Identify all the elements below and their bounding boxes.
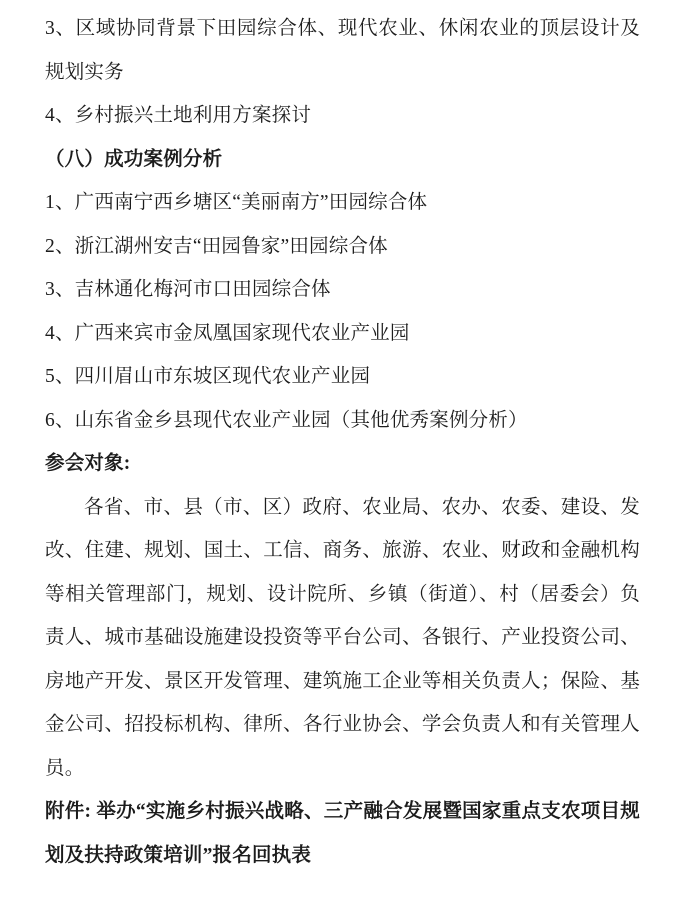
section-heading-case-analysis: （八）成功案例分析 (45, 148, 223, 170)
case-item-5: 5、四川眉山市东坡区现代农业产业园 (45, 366, 371, 387)
case-item-6: 6、山东省金乡县现代农业产业园（其他优秀案例分析） (45, 409, 528, 431)
attachment-note: 附件: 举办“实施乡村振兴战略、三产融合发展暨国家重点支农项目规划及扶持政策培训”报名回执表 (45, 801, 640, 866)
agenda-topic-4: 4、乡村振兴土地利用方案探讨 (45, 105, 312, 126)
attendees-heading: 参会对象: (45, 453, 131, 474)
case-item-2: 2、浙江湖州安吉“田园鲁家”田园综合体 (45, 235, 388, 257)
attendees-paragraph: 各省、市、县（市、区）政府、农业局、农办、农委、建设、发改、住建、规划、国土、工信、商务、旅游、农业、财政和金融机构等相关管理部门，规划、设计院所、乡镇（街道）、村（居委会）负责人、城市基础设施建设投资等平台公司、各银行、产业投资公司、房地产开发、景区开发管理、建筑施工企业等相关负责人；保险、基金公司、招投标机构、律所、各行业协会、学会负责人和有关管理人员。 (45, 496, 640, 779)
case-item-3: 3、吉林通化梅河市口田园综合体 (45, 279, 331, 300)
case-item-1: 1、广西南宁西乡塘区“美丽南方”田园综合体 (45, 192, 428, 213)
case-item-4: 4、广西来宾市金凤凰国家现代农业产业园 (45, 322, 410, 344)
agenda-topic-3: 3、区域协同背景下田园综合体、现代农业、休闲农业的顶层设计及规划实务 (45, 18, 640, 83)
